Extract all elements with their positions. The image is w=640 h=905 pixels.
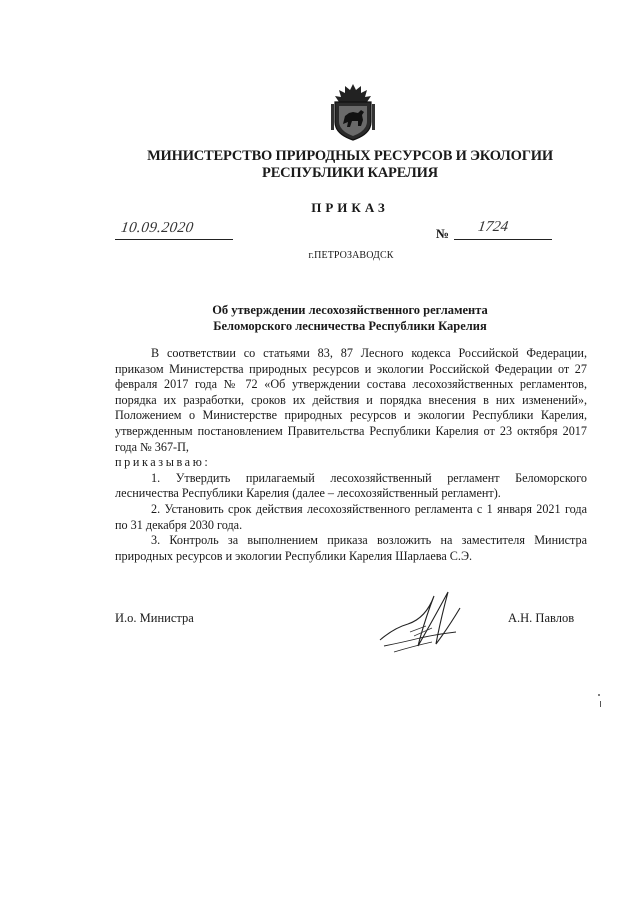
subject-line-2: Беломорского лесничества Республики Карелия [213, 319, 487, 333]
signer-name: А.Н. Павлов [508, 611, 575, 625]
handwritten-signature [374, 588, 469, 658]
order-item-1: 1. Утвердить прилагаемый лесохозяйственный регламент Беломорского лесничества Республики Карелия (далее – лесохозяйственный регламент). [115, 470, 587, 501]
scan-artifact [600, 701, 601, 707]
scan-artifact [598, 694, 600, 696]
karelia-emblem-icon [325, 82, 381, 142]
city: г.ПЕТРОЗАВОДСК [308, 250, 394, 261]
order-item-2: 2. Установить срок действия лесохозяйственного регламента с 1 января 2021 года по 31 декабря 2030 года. [115, 501, 587, 532]
subject-line-1: Об утверждении лесохозяйственного регламента [212, 303, 488, 317]
number-label: № [436, 226, 450, 241]
ministry-line-1: МИНИСТЕРСТВО ПРИРОДНЫХ РЕСУРСОВ И ЭКОЛОГИИ [147, 148, 553, 164]
order-word: приказываю: [115, 455, 211, 470]
ministry-name [0, 148, 640, 182]
order-item-3: 3. Контроль за выполнением приказа возложить на заместителя Министра природных ресурсов и экологии Республики Карелия Шарлаева С.Э. [115, 533, 587, 563]
document-body [115, 346, 587, 564]
signer-title: И.о. Министра [115, 611, 194, 625]
preamble-paragraph: В соответствии со статьями 83, 87 Лесного кодекса Российской Федерации, приказом Министерства природных ресурсов и экологии Российской Федерации от 27 февраля 2017 года № 72 «Об утверждении состава лесохозяйственных регламентов, порядка их разработки, сроков их действия и порядка внесения в них изменений», Положением о Министерстве природных ресурсов и экологии Республики Карелия, утвержденным постановлением Правительства Республики Карелия от 23 октября 2017 года № 367-П, [115, 346, 587, 454]
document-subject [0, 302, 640, 334]
ministry-line-2: РЕСПУБЛИКИ КАРЕЛИЯ [262, 165, 438, 181]
document-date: 10.09.2020 [119, 220, 195, 236]
document-type: ПРИКАЗ [311, 200, 389, 215]
document-number: 1724 [476, 219, 510, 235]
